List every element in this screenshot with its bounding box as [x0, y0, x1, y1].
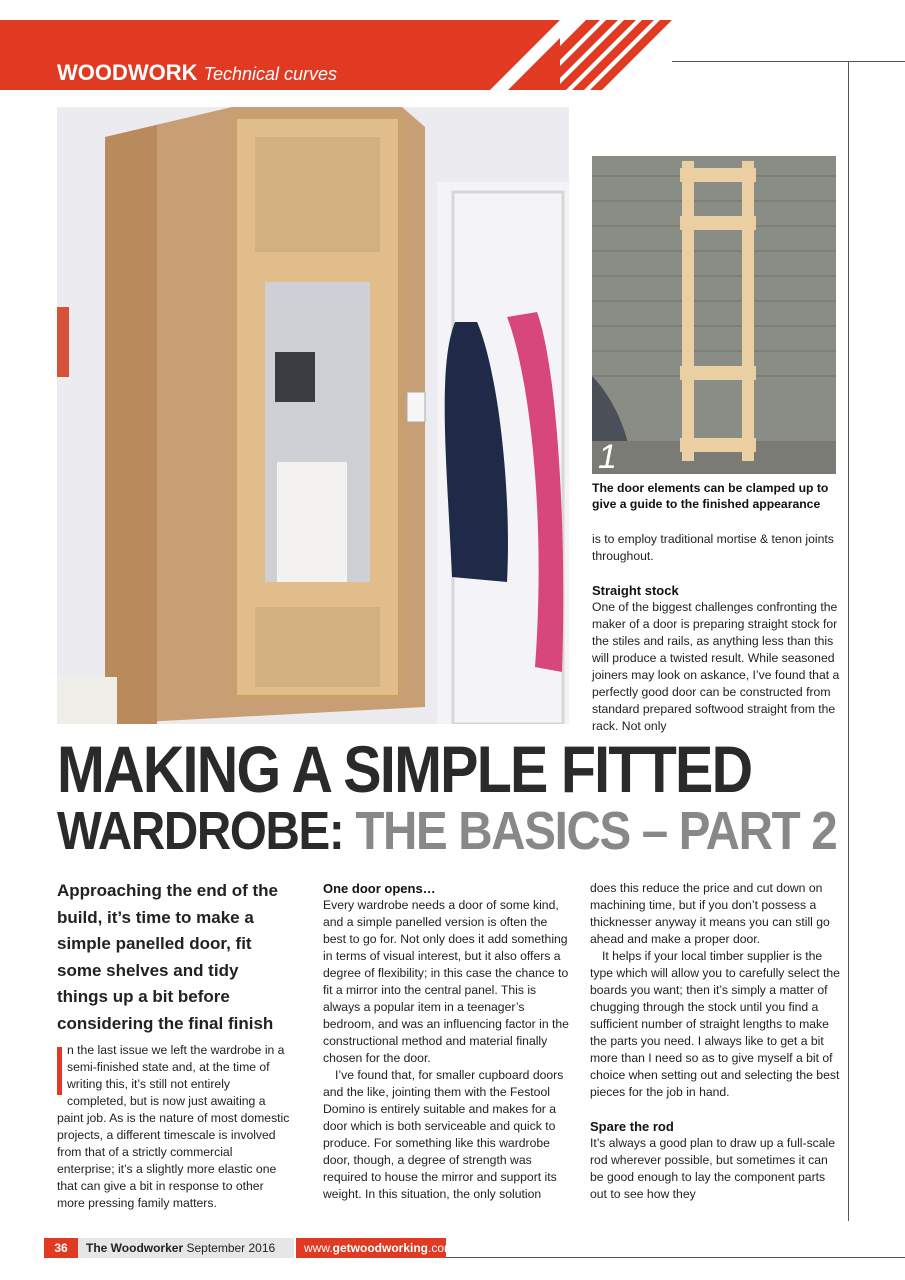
margin-rule — [848, 61, 849, 1221]
web-suffix: .com — [428, 1241, 455, 1255]
article-title-line2 — [57, 803, 836, 859]
figure-caption: The door elements can be clamped up to give a guide to the finished appearance — [592, 481, 829, 511]
wardrobe-photo — [57, 107, 569, 724]
col3-paragraph: One of the biggest challenges confronting the maker of a door is preparing straight stock for the stiles and rails, as anything less than this will produce a twisted result. While seasoned joiners may look on askance, I’ve found that a perfectly good door can be constructed from standard prepared softwood straight from the rack. Not only — [592, 600, 840, 733]
subheading-spare-the-rod: Spare the rod — [590, 1119, 674, 1134]
web-prefix: www. — [304, 1241, 333, 1255]
column-4 — [590, 880, 842, 1203]
column-3-upper — [592, 531, 842, 735]
col4-paragraph-1: does this reduce the price and cut down on machining time, but if you don’t possess a thicknesser anyway it means you can still go ahead and make a proper door. — [590, 881, 830, 946]
section-subtitle: Technical curves — [203, 64, 338, 84]
subheading-straight-stock: Straight stock — [592, 583, 679, 598]
page-number: 36 — [44, 1238, 78, 1258]
col2-paragraph-2: I’ve found that, for smaller cupboard doors and the like, jointing them with the Festool Domino is entirely suitable and makes for a door which is both serviceable and quick to produce. For something like this wardrobe door, though, a degree of strength was required to house the mirror and support its weight. In this situation, the only solution — [323, 1068, 564, 1201]
column-2 — [323, 880, 573, 1203]
section-label — [57, 60, 337, 86]
footer-rule — [446, 1257, 905, 1258]
column-1-body — [57, 1042, 290, 1212]
article-title-line1: MAKING A SIMPLE FITTED — [57, 732, 752, 806]
door-frame-photo — [592, 156, 836, 474]
title-word-wardrobe: WARDROBE: — [57, 801, 344, 861]
dropcap-mark — [57, 1047, 62, 1095]
standfirst: Approaching the end of the build, it’s time to make a simple panelled door, fit some shelves and tidy things up a bit before considering the final finish — [57, 881, 278, 1033]
magazine-issue — [78, 1238, 294, 1258]
intro-paragraph: n the last issue we left the wardrobe in a semi-finished state and, at the time of writing this, it’s still not entirely completed, but is now just awaiting a paint job. As is the nature of most domestic projects, a different timescale is involved from that of a strictly commercial enterprise; it’s a slightly more elastic one that can give a bit in response to other more pressing family matters. — [57, 1043, 290, 1210]
subheading-one-door-opens: One door opens… — [323, 881, 436, 896]
section-title: WOODWORK — [57, 60, 198, 85]
issue-date: September 2016 — [186, 1241, 276, 1255]
title-subtitle: THE BASICS – PART 2 — [355, 801, 837, 861]
header-rule — [672, 61, 905, 62]
col2-paragraph-1: Every wardrobe needs a door of some kind, and a simple panelled version is often the best to go for. Not only does it add something in terms of visual interest, but it also offers a degree of flexibility; in this case the chance to fit a mirror into the central panel. This is always a popular item in a teenager’s bedroom, and was an influencing factor in the constructional method and material finally chosen for the door. — [323, 898, 569, 1065]
header-stripes-graphic — [490, 20, 680, 90]
magazine-name: The Woodworker — [86, 1241, 184, 1255]
website-link[interactable] — [296, 1238, 455, 1258]
figure-number: 1 — [598, 438, 617, 474]
col4-paragraph-3: It’s always a good plan to draw up a full-scale rod wherever possible, but sometimes it can be good enough to lay the component parts out to see how they — [590, 1136, 836, 1201]
col4-paragraph-2: It helps if your local timber supplier is the type which will allow you to carefully select the boards you want; then it’s simply a matter of chugging through the stock until you find a sufficient number of straight lengths to make the parts you need. I always like to get a bit more than I need so as to give myself a bit of choice when setting out and selecting the best pieces for the job in hand. — [590, 949, 840, 1099]
web-domain: getwoodworking — [332, 1241, 428, 1255]
col3-continuation: is to employ traditional mortise & tenon joints throughout. — [592, 532, 834, 563]
